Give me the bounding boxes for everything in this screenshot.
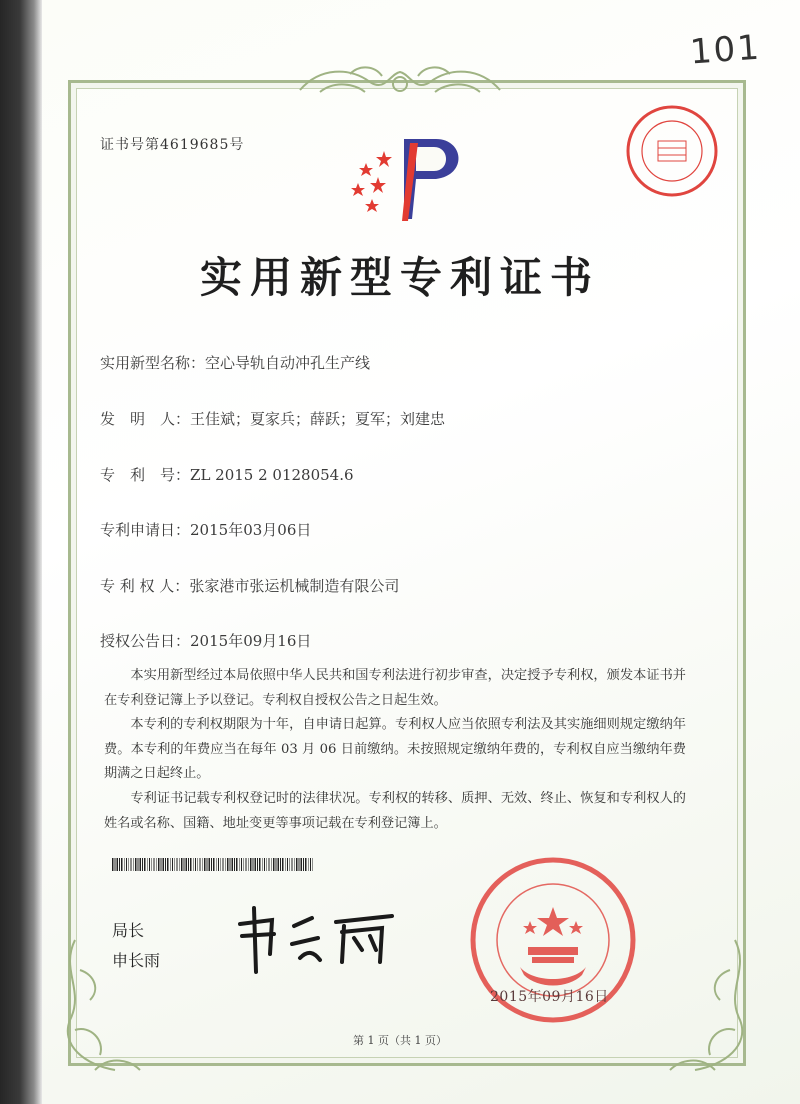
field-value: 张家港市张运机械制造有限公司 (189, 577, 400, 595)
field-label: 实用新型名称： (100, 354, 206, 372)
field-patentee (100, 575, 399, 596)
bottom-right-ornament-icon (660, 930, 755, 1080)
field-label: 授权公告日： (100, 632, 191, 650)
top-ornament-icon (290, 62, 510, 102)
field-label: 专利申请日： (100, 521, 191, 539)
body-paragraph: 本实用新型经过本局依照中华人民共和国专利法进行初步审查，决定授予专利权，颁发本证书并在专利登记簿上予以登记。专利权自授权公告之日起生效。 (104, 668, 686, 708)
field-application-date (100, 519, 311, 540)
patent-office-seal-icon (624, 103, 720, 199)
field-utility-model-name (100, 352, 370, 373)
field-inventors (100, 408, 445, 429)
field-value: 王佳斌；夏家兵；薛跃；夏军；刘建忠 (190, 410, 446, 428)
director-name: 申长雨 (112, 951, 161, 970)
handwritten-note: 101 (688, 27, 763, 73)
field-value: 2015年03月06日 (190, 521, 312, 539)
field-value: 2015年09月16日 (190, 632, 312, 650)
field-patent-number (100, 464, 354, 485)
field-announcement-date (100, 630, 311, 651)
director-signature-icon (232, 896, 412, 976)
body-paragraph: 专利证书记载专利权登记时的法律状况。专利权的转移、质押、无效、终止、恢复和专利权人的姓名或名称、国籍、地址变更等事项记载在专利登记簿上。 (104, 790, 686, 831)
certificate-number: 证书号第4619685号 (100, 137, 245, 153)
director-title: 局长 (112, 921, 145, 940)
body-paragraph: 本专利的专利权期限为十年，自申请日起算。专利权人应当依照专利法及其实施细则规定缴纳年费。本专利的年费应当在每年 03 月 06 日前缴纳。未按照规定缴纳年费的，专利权自应当缴纳年费期满之日起终止。 (104, 717, 686, 782)
certificate-body (104, 664, 686, 836)
field-value: ZL 2015 2 0128054.6 (190, 466, 354, 484)
field-label: 专 利 号： (100, 466, 191, 484)
barcode (112, 858, 314, 871)
patent-logo-icon (344, 133, 470, 225)
issue-date: 2015年09月16日 (490, 989, 609, 1005)
scan-edge (0, 0, 42, 1104)
field-value: 空心导轨自动冲孔生产线 (205, 354, 371, 372)
page-indicator: 第 1 页（共 1 页） (353, 1034, 447, 1047)
field-label: 发 明 人： (100, 410, 191, 428)
field-label: 专 利 权 人： (100, 577, 190, 595)
certificate-title: 实用新型专利证书 (199, 253, 600, 302)
